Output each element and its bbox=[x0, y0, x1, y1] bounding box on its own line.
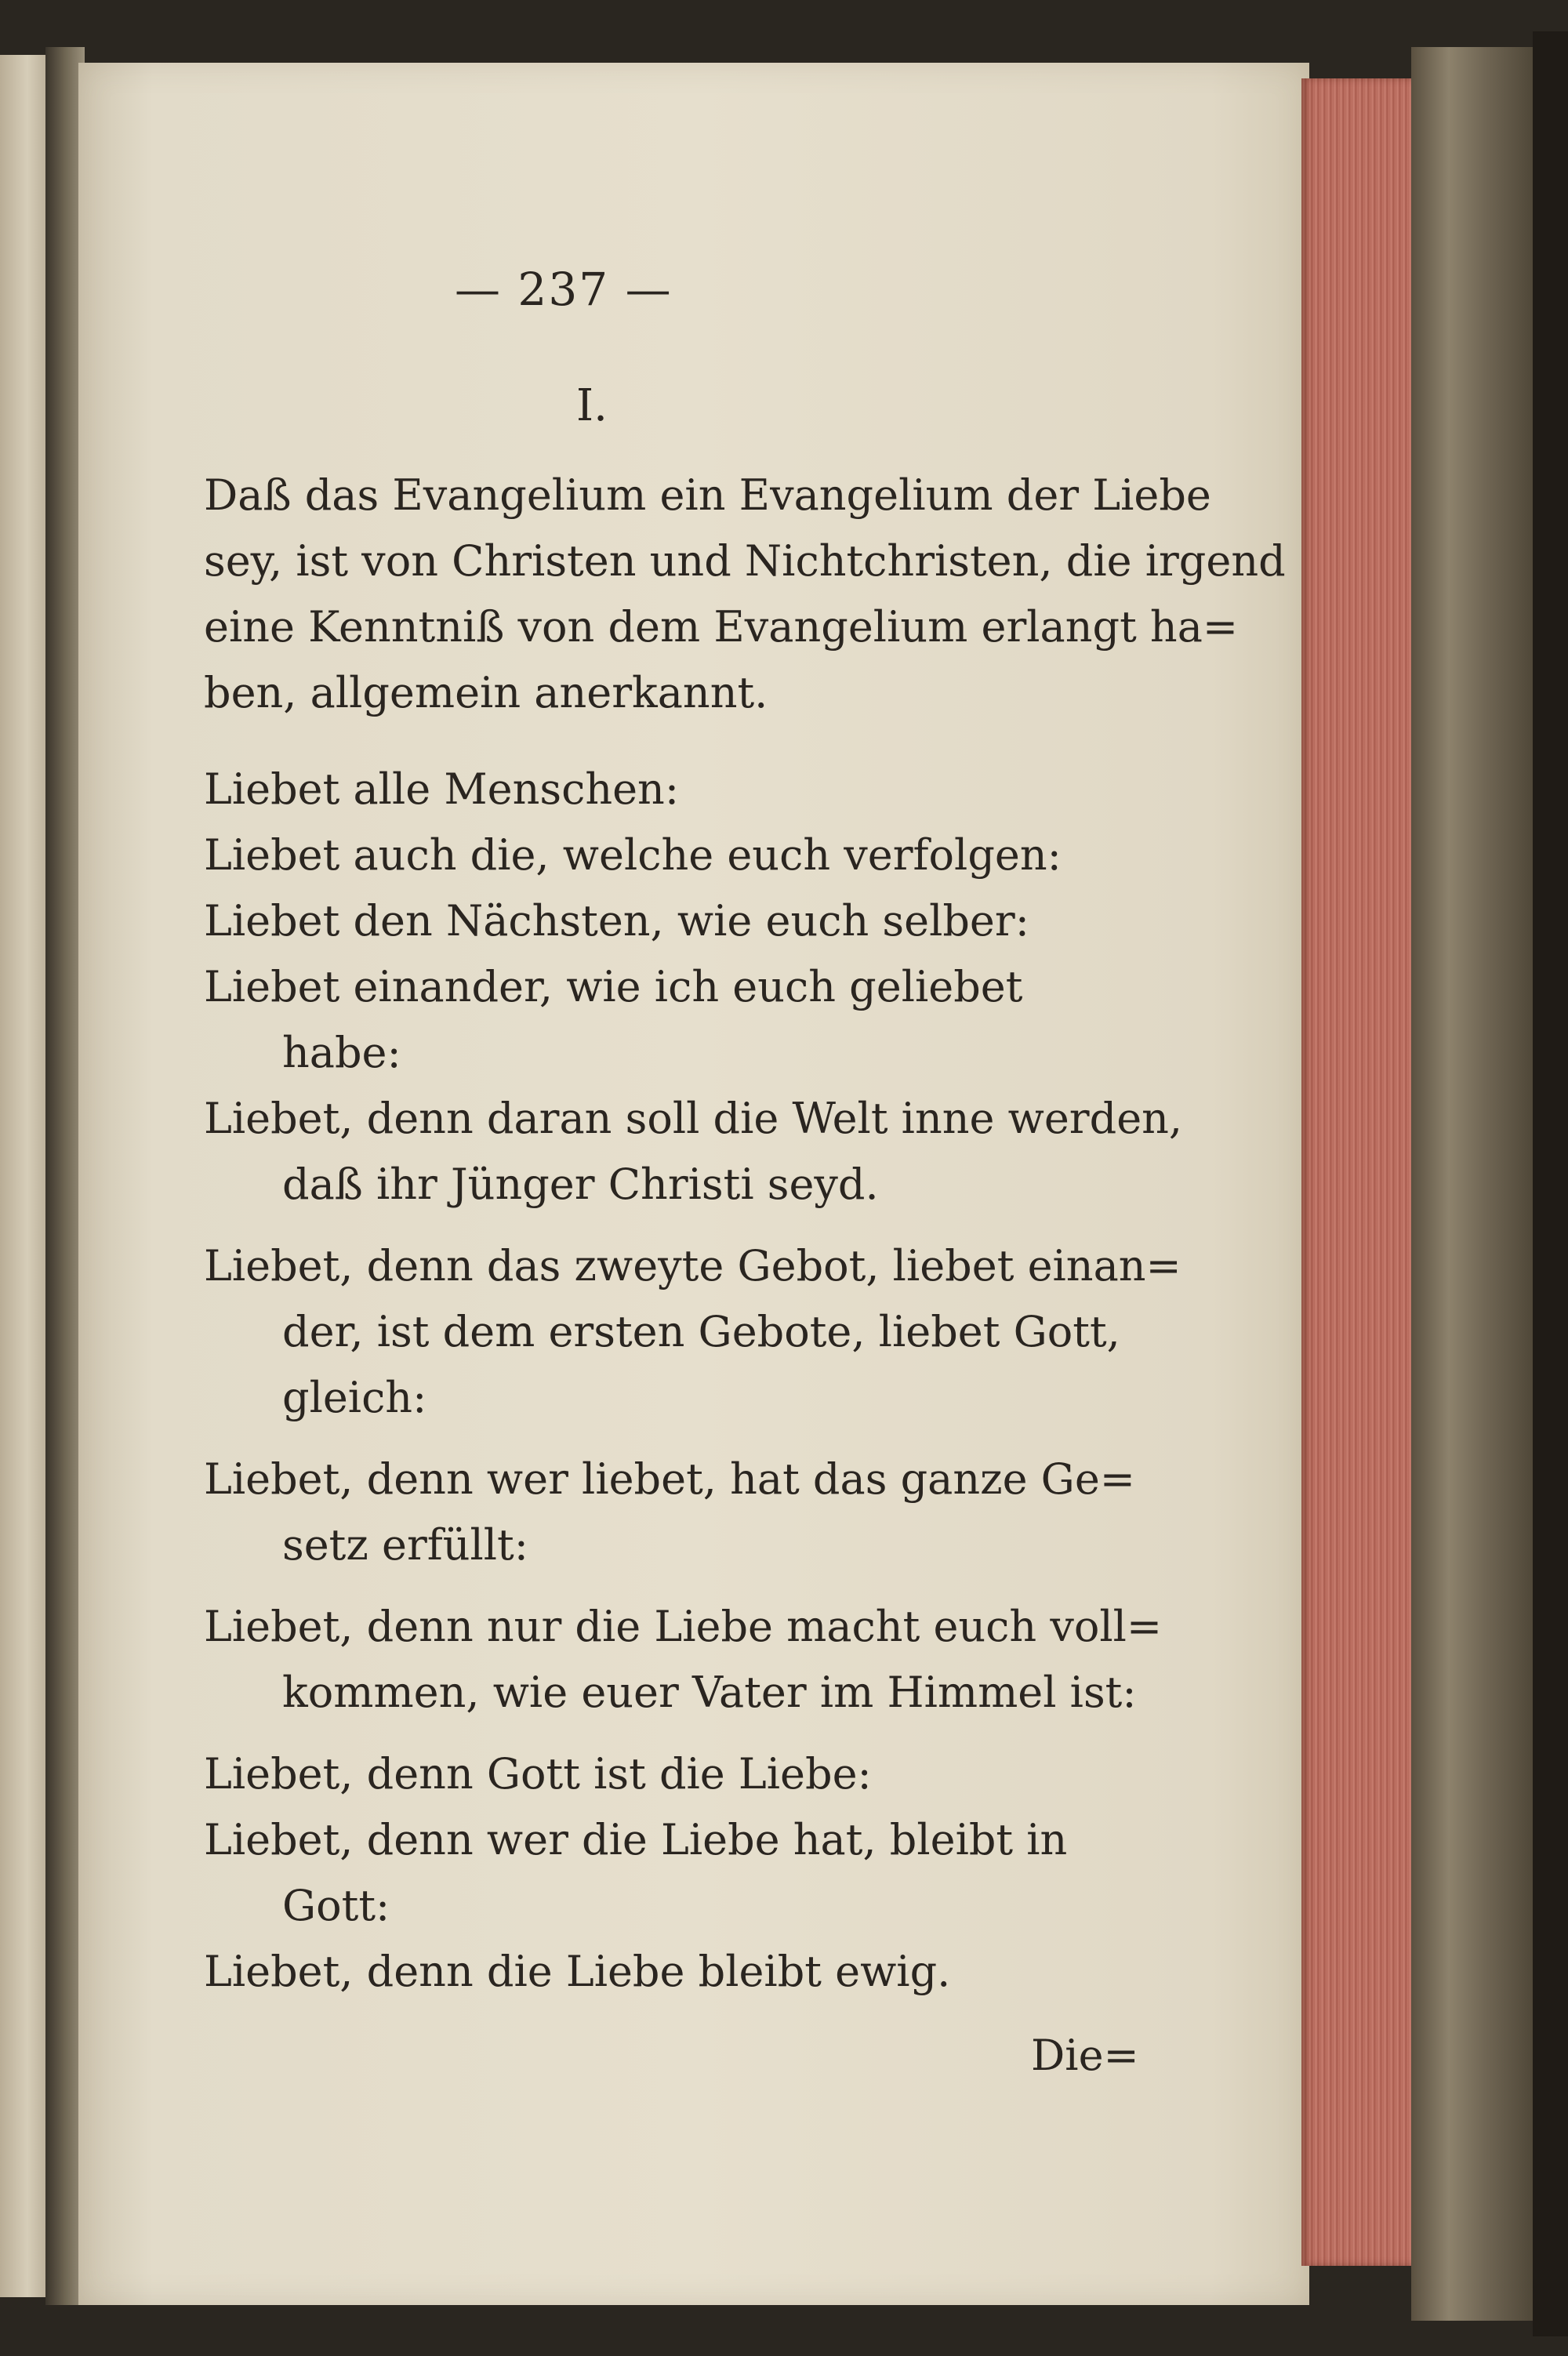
intro-line: eine Kenntniß von dem Evangelium erlangt ha= bbox=[204, 602, 1239, 652]
command-line: Liebet auch die, welche euch verfolgen: bbox=[204, 830, 1062, 880]
red-page-edges bbox=[1301, 78, 1419, 2266]
section-number: I. bbox=[576, 380, 608, 431]
command-line: Liebet den Nächsten, wie euch selber: bbox=[204, 896, 1029, 946]
command-line: Liebet, denn wer liebet, hat das ganze Ge= bbox=[204, 1454, 1136, 1504]
command-line-continued: daß ihr Jünger Christi seyd. bbox=[282, 1160, 879, 1209]
page-text bbox=[78, 63, 1309, 2305]
command-line-continued: kommen, wie euer Vater im Himmel ist: bbox=[282, 1668, 1137, 1717]
command-line-continued: setz erfüllt: bbox=[282, 1520, 528, 1570]
command-line: Liebet, denn wer die Liebe hat, bleibt in bbox=[204, 1815, 1068, 1864]
page-number: — 237 — bbox=[455, 263, 673, 316]
command-line: Liebet, denn nur die Liebe macht euch voll= bbox=[204, 1602, 1163, 1651]
command-line-continued: der, ist dem ersten Gebote, liebet Gott, bbox=[282, 1307, 1120, 1356]
catchword: Die= bbox=[1031, 2031, 1139, 2080]
command-line: Liebet alle Menschen: bbox=[204, 764, 680, 814]
left-page-edge bbox=[0, 55, 45, 2297]
cover-edge bbox=[1533, 31, 1568, 2336]
intro-line: ben, allgemein anerkannt. bbox=[204, 668, 768, 717]
command-line: Liebet, denn die Liebe bleibt ewig. bbox=[204, 1947, 951, 1996]
intro-line: Daß das Evangelium ein Evangelium der Liebe bbox=[204, 470, 1211, 520]
intro-line: sey, ist von Christen und Nichtchristen, die irgend bbox=[204, 536, 1286, 586]
command-line: Liebet, denn daran soll die Welt inne werden, bbox=[204, 1094, 1183, 1143]
intro-paragraph bbox=[204, 463, 1286, 726]
command-line-continued: Gott: bbox=[282, 1881, 390, 1930]
book-cover bbox=[1411, 47, 1537, 2321]
command-line: Liebet, denn Gott ist die Liebe: bbox=[204, 1749, 872, 1799]
command-line-continued: gleich: bbox=[282, 1373, 427, 1422]
command-line: Liebet einander, wie ich euch geliebet bbox=[204, 962, 1023, 1011]
command-line-continued: habe: bbox=[282, 1028, 401, 1077]
command-line: Liebet, denn das zweyte Gebot, liebet einan= bbox=[204, 1241, 1181, 1291]
commandments-list bbox=[204, 757, 1207, 2005]
